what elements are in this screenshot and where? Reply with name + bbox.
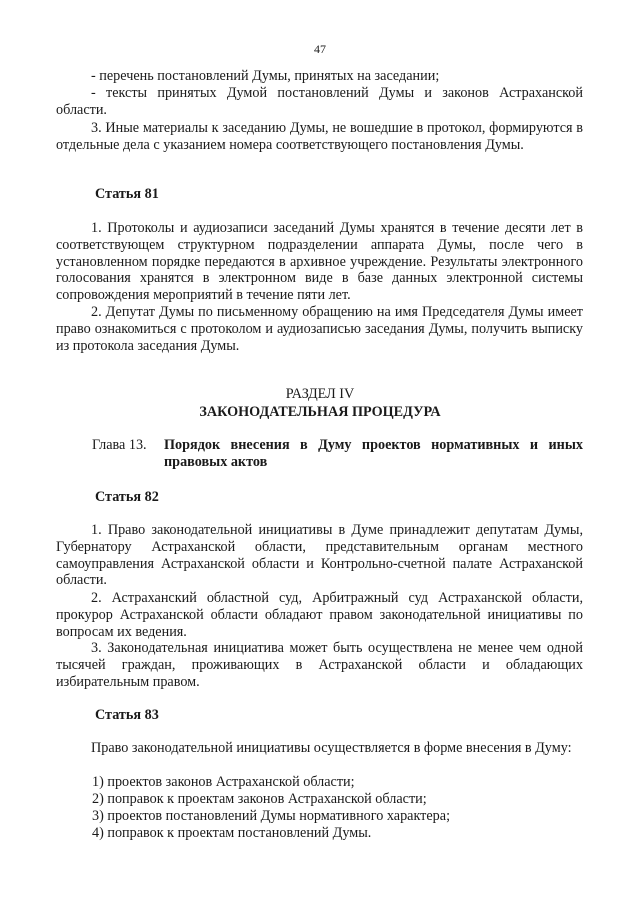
- article-81-paragraph-2: 2. Депутат Думы по письменному обращению на имя Председателя Думы имеет право ознакомиться с протоколом и аудиозаписью заседания Думы, получить выписку из протокола заседания Думы.: [56, 304, 583, 354]
- section-label: РАЗДЕЛ IV: [285, 386, 355, 402]
- article-83-intro: Право законодательной инициативы осуществляется в форме внесения в Думу:: [91, 740, 572, 756]
- chapter-number: Глава 13.: [92, 437, 147, 453]
- list-item: - тексты принятых Думой постановлений Думы и законов Астраханской области.: [56, 84, 583, 118]
- article-81-paragraph-1: 1. Протоколы и аудиозаписи заседаний Думы хранятся в течение десяти лет в соответствующем структурном подразделении аппарата Думы, после чего в установленном порядке передаются в архивное учреждение. Результаты электронного голосования хранятся в электронном виде в базе данных электронной системы сопровождения мероприятий в течение пяти лет.: [56, 220, 583, 304]
- chapter-title: Порядок внесения в Думу проектов нормативных и иных правовых актов: [164, 437, 583, 470]
- article-82-paragraph-2: 2. Астраханский областной суд, Арбитражный суд Астраханской области, прокурор Астраханской области обладают правом законодательной инициативы по вопросам их ведения.: [56, 590, 583, 640]
- paragraph: 3. Иные материалы к заседанию Думы, не вошедшие в протокол, формируются в отдельные дела с указанием номера соответствующего постановления Думы.: [56, 120, 583, 153]
- article-83-heading: Статья 83: [95, 707, 159, 723]
- article-82-paragraph-1: 1. Право законодательной инициативы в Думе принадлежит депутатам Думы, Губернатору Астраханской области, представительным органам местного самоуправления Астраханской области и Контрольно-счетной палате Астраханской области.: [56, 522, 583, 589]
- page-number: 47: [314, 42, 326, 56]
- list-item: 1) проектов законов Астраханской области;: [92, 774, 355, 790]
- article-81-heading: Статья 81: [95, 186, 159, 202]
- top-list: [56, 68, 583, 118]
- list-item: 2) поправок к проектам законов Астраханской области;: [92, 791, 427, 807]
- article-82-paragraph-3: 3. Законодательная инициатива может быть осуществлена не менее чем одной тысячей граждан, проживающих в Астраханской области и обладающих избирательным правом.: [56, 640, 583, 690]
- article-82-heading: Статья 82: [95, 489, 159, 505]
- list-item: 3) проектов постановлений Думы нормативного характера;: [92, 808, 451, 824]
- list-item: 4) поправок к проектам постановлений Думы.: [92, 825, 372, 841]
- list-item: - перечень постановлений Думы, принятых на заседании;: [91, 68, 440, 84]
- section-title: ЗАКОНОДАТЕЛЬНАЯ ПРОЦЕДУРА: [199, 404, 441, 420]
